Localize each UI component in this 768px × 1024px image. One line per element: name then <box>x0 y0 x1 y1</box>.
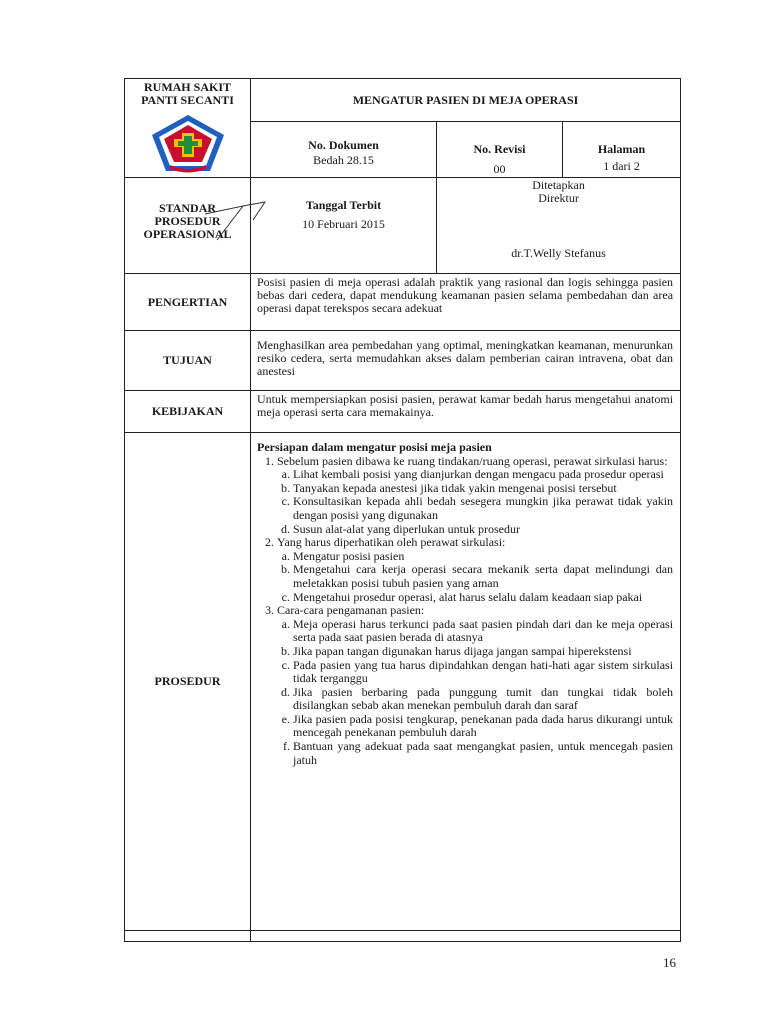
step-substeps <box>277 618 673 768</box>
hospital-logo-icon <box>150 113 226 175</box>
page-number: 16 <box>663 955 676 970</box>
substep: d. Jika pasien berbaring pada punggung tumit dan tungkai tidak boleh disilangkan sebab akan menekan pembuluh darah dan saraf <box>293 686 673 713</box>
substep: f. Bantuan yang adekuat pada saat mengangkat pasien, untuk mencegah pasien jatuh <box>293 740 673 767</box>
page-label: Halaman <box>597 142 646 156</box>
doc-number-cell <box>251 122 437 178</box>
signature-mark-icon <box>203 200 269 248</box>
sop-document <box>124 78 680 942</box>
empty-footer-cell <box>125 931 251 942</box>
substep: c. Mengetahui prosedur operasi, alat harus selalu dalam keadaan siap pakai <box>293 591 673 605</box>
procedure-step <box>277 536 673 604</box>
page-cell <box>563 122 681 178</box>
pengertian-text: Posisi pasien di meja operasi adalah praktik yang rasional dan logis sehingga pasien bebas dari cedera, dapat mendukung keamanan pasien selama pembedahan dan area operasi dapat terekspos secara adekuat <box>251 274 681 331</box>
revision-cell <box>437 122 563 178</box>
substep: b. Mengetahui cara kerja operasi secara mekanik serta dapat melindungi dan meletakkan posisi tubuh pasien yang aman <box>293 563 673 590</box>
hospital-cell <box>125 79 251 178</box>
step-substeps <box>277 550 673 604</box>
substep: a. Meja operasi harus terkunci pada saat pasien pindah dari dan ke meja operasi serta pada saat pasien berada di atasnya <box>293 618 673 645</box>
step-substeps <box>277 468 673 536</box>
substep: c. Konsultasikan kepada ahli bedah sesegera mungkin jika perawat tidak yakin dengan posisi yang digunakan <box>293 495 673 522</box>
page-value: 1 dari 2 <box>603 159 640 173</box>
step-text: Yang harus diperhatikan oleh perawat sirkulasi: <box>277 535 506 550</box>
approved-name: dr.T.Welly Stefanus <box>511 246 606 260</box>
doc-number-label: No. Dokumen <box>308 138 379 152</box>
substep: b. Jika papan tangan digunakan harus dijaga jangan sampai hiperekstensi <box>293 645 673 659</box>
sop-table <box>124 78 681 942</box>
substep: b. Tanyakan kepada anestesi jika tidak yakin mengenai posisi tersebut <box>293 482 673 496</box>
issue-date-cell <box>251 178 437 274</box>
revision-label: No. Revisi <box>473 142 526 156</box>
substep: a. Mengatur posisi pasien <box>293 550 673 564</box>
kebijakan-text: Untuk mempersiapkan posisi pasien, perawat kamar bedah harus mengetahui anatomi meja operasi serta cara memakainya. <box>251 391 681 433</box>
substep: d. Susun alat-alat yang diperlukan untuk prosedur <box>293 523 673 537</box>
procedure-heading: Persiapan dalam mengatur posisi meja pasien <box>257 440 492 454</box>
issue-date-label: Tanggal Terbit <box>305 198 382 212</box>
approved-role: Direktur <box>538 191 579 205</box>
procedure-cell <box>251 433 681 931</box>
approval-cell <box>437 178 681 274</box>
procedure-step <box>277 604 673 767</box>
step-text: Cara-cara pengamanan pasien: <box>277 603 425 618</box>
document-title: MENGATUR PASIEN DI MEJA OPERASI <box>251 79 681 122</box>
procedure-steps <box>257 455 673 768</box>
prosedur-label: PROSEDUR <box>125 433 251 931</box>
pengertian-label: PENGERTIAN <box>125 274 251 331</box>
hospital-name: RUMAH SAKIT PANTI SECANTI <box>141 80 234 107</box>
revision-value: 00 <box>493 162 506 176</box>
tujuan-label: TUJUAN <box>125 331 251 391</box>
stand-cell <box>125 178 251 274</box>
doc-number-value: Bedah 28.15 <box>313 153 374 167</box>
tujuan-text: Menghasilkan area pembedahan yang optimal, meningkatkan keamanan, menurunkan resiko cedera, serta memudahkan akses dalam pemberian cairan intravena, obat dan anestesi <box>251 331 681 391</box>
procedure-step <box>277 455 673 537</box>
empty-footer-cell <box>251 931 681 942</box>
substep: e. Jika pasien pada posisi tengkurap, penekanan pada dada harus dikurangi untuk mencegah penekanan pembuluh darah <box>293 713 673 740</box>
issue-date-value: 10 Februari 2015 <box>302 217 385 231</box>
substep: c. Pada pasien yang tua harus dipindahkan dengan hati-hati agar sistem sirkulasi tidak terganggu <box>293 659 673 686</box>
approved-label: Ditetapkan <box>532 178 585 192</box>
step-text: Sebelum pasien dibawa ke ruang tindakan/ruang operasi, perawat sirkulasi harus: <box>277 453 668 468</box>
stand-label: STANDAR PROSEDUR OPERASIONAL <box>143 201 232 241</box>
substep: a. Lihat kembali posisi yang dianjurkan dengan mengacu pada prosedur operasi <box>293 468 673 482</box>
kebijakan-label: KEBIJAKAN <box>125 391 251 433</box>
